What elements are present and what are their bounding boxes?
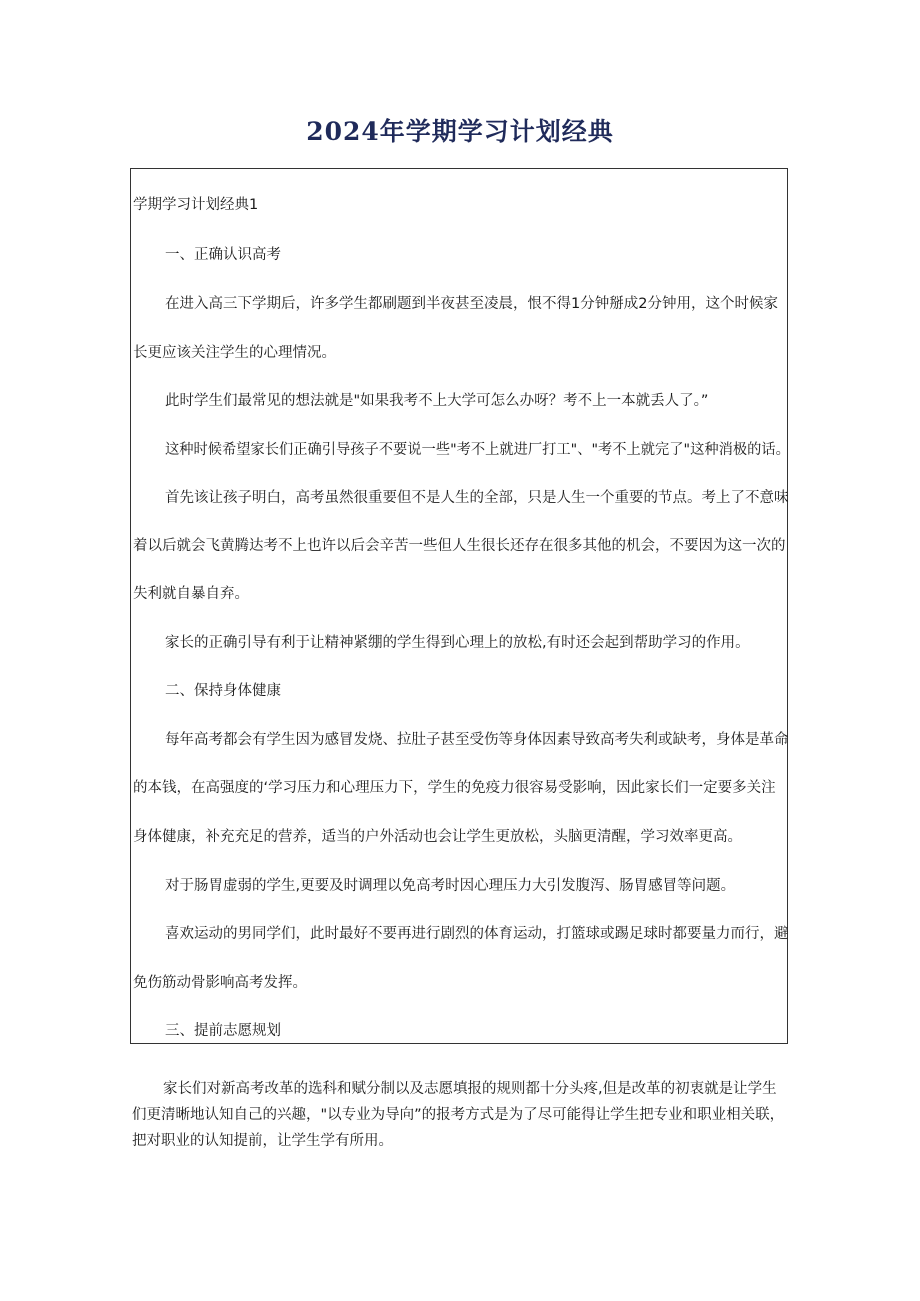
heading-planning: 三、提前志愿规划 <box>165 1023 281 1039</box>
heading-health: 二、保持身体健康 <box>165 683 281 699</box>
paragraph-line: 对于肠胃虚弱的学生,更要及时调理以免高考时因心理压力大引发腹泻、肠胃感冒等问题。 <box>165 878 736 894</box>
paragraph-line: 每年高考都会有学生因为感冒发烧、拉肚子甚至受伤等身体因素导致高考失利或缺考，身体是革命 <box>165 732 789 748</box>
paragraph-line: 首先该让孩子明白，高考虽然很重要但不是人生的全部，只是人生一个重要的节点。考上了不意味 <box>165 490 789 506</box>
paragraph-line: 失利就自暴自弃。 <box>133 586 249 602</box>
paragraph-line: 家长们对新高考改革的选科和赋分制以及志愿填报的规则都十分头疼,但是改革的初衷就是让学生 <box>163 1081 777 1097</box>
paragraph-line: 着以后就会飞黄腾达考不上也许以后会辛苦一些但人生很长还存在很多其他的机会，不要因为这一次的 <box>133 538 786 554</box>
paragraph-line: 们更清晰地认知自己的兴趣，"以专业为导向”的报考方式是为了尽可能得让学生把专业和职业相关联， <box>132 1107 785 1123</box>
paragraph-line: 免伤筋动骨影响高考发挥。 <box>133 975 307 991</box>
paragraph-line: 此时学生们最常见的想法就是"如果我考不上大学可怎么办呀？考不上一本就丢人了。” <box>165 393 709 409</box>
heading-correct-understanding: 一、正确认识高考 <box>165 247 281 263</box>
paragraph-line: 的本钱，在高强度的‘学习压力和心理压力下，学生的免疫力很容易受影响，因此家长们一定要多关注 <box>133 780 776 796</box>
paragraph-line: 身体健康，补充充足的营养，适当的户外活动也会让学生更放松，头脑更清醒，学习效率更高。 <box>133 829 742 845</box>
paragraph-line: 长更应该关注学生的心理情况。 <box>133 345 336 361</box>
paragraph-line: 家长的正确引导有利于让精神紧绷的学生得到心理上的放松,有时还会起到帮助学习的作用。 <box>165 635 750 651</box>
document-title: 2024年学期学习计划经典 <box>306 117 614 146</box>
paragraph-line: 这种时候希望家长们正确引导孩子不要说一些"考不上就进厂打工"、"考不上就完了"这种消极的话。 <box>165 442 790 458</box>
section-heading-plan-1: 学期学习计划经典1 <box>133 197 259 213</box>
paragraph-line: 把对职业的认知提前，让学生学有所用。 <box>132 1133 393 1149</box>
paragraph-line: 喜欢运动的男同学们，此时最好不要再进行剧烈的体育运动，打篮球或踢足球时都要量力而行，避 <box>165 926 789 942</box>
paragraph-line: 在进入高三下学期后，许多学生都刷题到半夜甚至凌晨，恨不得1分钟掰成2分钟用，这个时候家 <box>165 296 778 312</box>
